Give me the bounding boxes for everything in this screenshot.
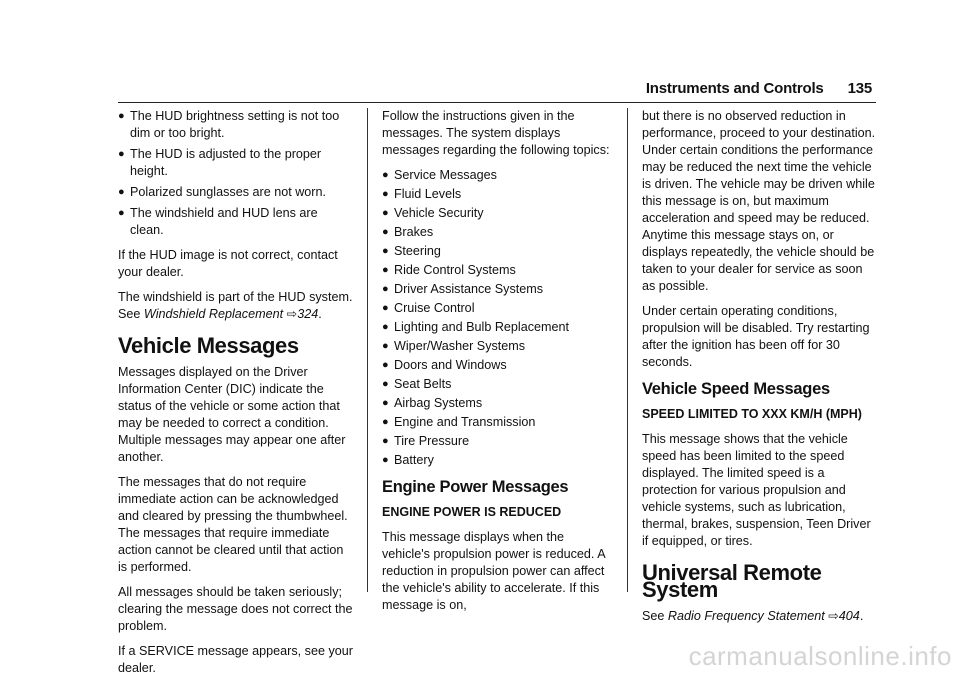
paragraph-contact: If the HUD image is not correct, contact your dealer. (118, 248, 338, 279)
bullet-icon: ● (382, 226, 389, 238)
bullet-icon: ● (382, 207, 389, 219)
list-item: ● Wiper/Washer Systems (382, 339, 526, 353)
bullet-icon: ● (382, 359, 389, 371)
subheading-speed-limited: SPEED LIMITED TO XXX KM/H (MPH) (642, 407, 862, 421)
list-item: ● Seat Belts (382, 377, 452, 391)
list-item: ● Airbag Systems (382, 396, 483, 410)
bullet-icon: ● (382, 378, 389, 390)
heading-engine-power-messages: Engine Power Messages (382, 478, 569, 496)
header-rule (118, 102, 876, 103)
radio-frequency-statement-link[interactable]: Radio Frequency Statement (667, 609, 825, 623)
page-ref-number[interactable]: 404 (838, 609, 860, 623)
hud-checklist (118, 108, 354, 239)
list-item: ● Cruise Control (382, 301, 475, 315)
bullet-icon: ● (382, 454, 389, 466)
bullet-icon: ● (118, 110, 125, 122)
paragraph-service: If a SERVICE message appears, see your dealer. (118, 644, 353, 675)
list-item: ● Lighting and Bulb Replacement (382, 320, 570, 334)
paragraph-speed-limited: This message shows that the vehicle speed has been limited to the speed displayed. The limited speed is a protection for various propulsion and vehicle systems, such as lubrication, thermal, brakes, suspension, Teen Driver if equipped, or tires. (642, 432, 871, 548)
bullet-icon: ● (118, 186, 125, 198)
bullet-icon: ● (382, 416, 389, 428)
page-ref-arrow-icon: ⇨ (286, 307, 298, 321)
heading-universal-remote-system: Universal Remote System (642, 560, 822, 602)
paragraph-propulsion-disabled: Under certain operating conditions, propulsion will be disabled. Try restarting after the ignition has been off for 30 seconds. (642, 304, 870, 369)
paragraph-power-reduced: This message displays when the vehicle's propulsion power is reduced. A reduction in propulsion power can affect the vehicle's ability to accelerate. If this message is on, (382, 530, 605, 612)
bullet-icon: ● (382, 264, 389, 276)
topics-list (382, 167, 614, 469)
subheading-engine-power-reduced: ENGINE POWER IS REDUCED (382, 505, 562, 519)
bullet-icon: ● (382, 397, 389, 409)
bullet-icon: ● (382, 283, 389, 295)
bullet-icon: ● (382, 340, 389, 352)
list-item: ● Ride Control Systems (382, 263, 516, 277)
paragraph-acknowledge: The messages that do not require immediate action can be acknowledged and cleared by pressing the thumbwheel. The messages that require immediate action cannot be cleared until that action is performed. (118, 475, 348, 574)
page-ref-number[interactable]: 324 (297, 307, 319, 321)
column-3 (642, 108, 878, 633)
list-item: ● Brakes (382, 225, 434, 239)
list-item: ● The HUD brightness setting is not too dim or too bright. (118, 109, 340, 140)
paragraph-intro: Follow the instructions given in the messages. The system displays messages regarding the following topics: (382, 109, 610, 157)
bullet-icon: ● (382, 321, 389, 333)
list-item: ● The windshield and HUD lens are clean. (118, 206, 318, 237)
list-item: ● Service Messages (382, 168, 497, 182)
list-item: ● Engine and Transmission (382, 415, 536, 429)
list-item: ● Fluid Levels (382, 187, 462, 201)
column-1 (118, 108, 354, 685)
bullet-icon: ● (382, 245, 389, 257)
paragraph-serious: All messages should be taken seriously; clearing the message does not correct the problem. (118, 585, 353, 633)
list-item: ● Doors and Windows (382, 358, 507, 372)
list-item: ● Battery (382, 453, 434, 467)
page-number: 135 (847, 80, 872, 97)
list-item: ● The HUD is adjusted to the proper height. (118, 147, 322, 178)
list-item: ● Driver Assistance Systems (382, 282, 544, 296)
bullet-icon: ● (382, 302, 389, 314)
paragraph-continue: but there is no observed reduction in performance, proceed to your destination. Under certain conditions the performance may be reduced the next time the vehicle is driven. The vehicle may be driven while this message is on, but maximum acceleration and speed may be reduced. Anytime this message stays on, or displays repeatedly, the vehicle should be taken to your dealer for service as soon as possible. (642, 109, 876, 293)
column-2 (382, 108, 614, 622)
heading-vehicle-speed-messages: Vehicle Speed Messages (642, 380, 830, 398)
paragraph-windshield: The windshield is part of the HUD system. See Windshield Replacement ⇨324. (118, 290, 353, 321)
list-item: ● Tire Pressure (382, 434, 470, 448)
page-header (646, 80, 872, 97)
bullet-icon: ● (118, 207, 125, 219)
bullet-icon: ● (382, 188, 389, 200)
column-divider (367, 108, 368, 592)
windshield-replacement-link[interactable]: Windshield Replacement (143, 307, 284, 321)
section-title: Instruments and Controls (645, 80, 824, 97)
list-item: ● Polarized sunglasses are not worn. (118, 185, 327, 199)
column-divider (627, 108, 628, 592)
watermark: carmanualsonline.info (688, 641, 952, 671)
heading-vehicle-messages: Vehicle Messages (118, 333, 299, 358)
page-ref-arrow-icon: ⇨ (828, 609, 839, 623)
bullet-icon: ● (118, 148, 125, 160)
list-item: ● Vehicle Security (382, 206, 484, 220)
paragraph-remote-see: See Radio Frequency Statement ⇨404. (642, 609, 864, 623)
paragraph-dic: Messages displayed on the Driver Information Center (DIC) indicate the status of the vehicle or some action that may be needed to correct a condition. Multiple messages may appear one after another. (118, 365, 346, 464)
list-item: ● Steering (382, 244, 441, 258)
bullet-icon: ● (382, 435, 389, 447)
bullet-icon: ● (382, 169, 389, 181)
